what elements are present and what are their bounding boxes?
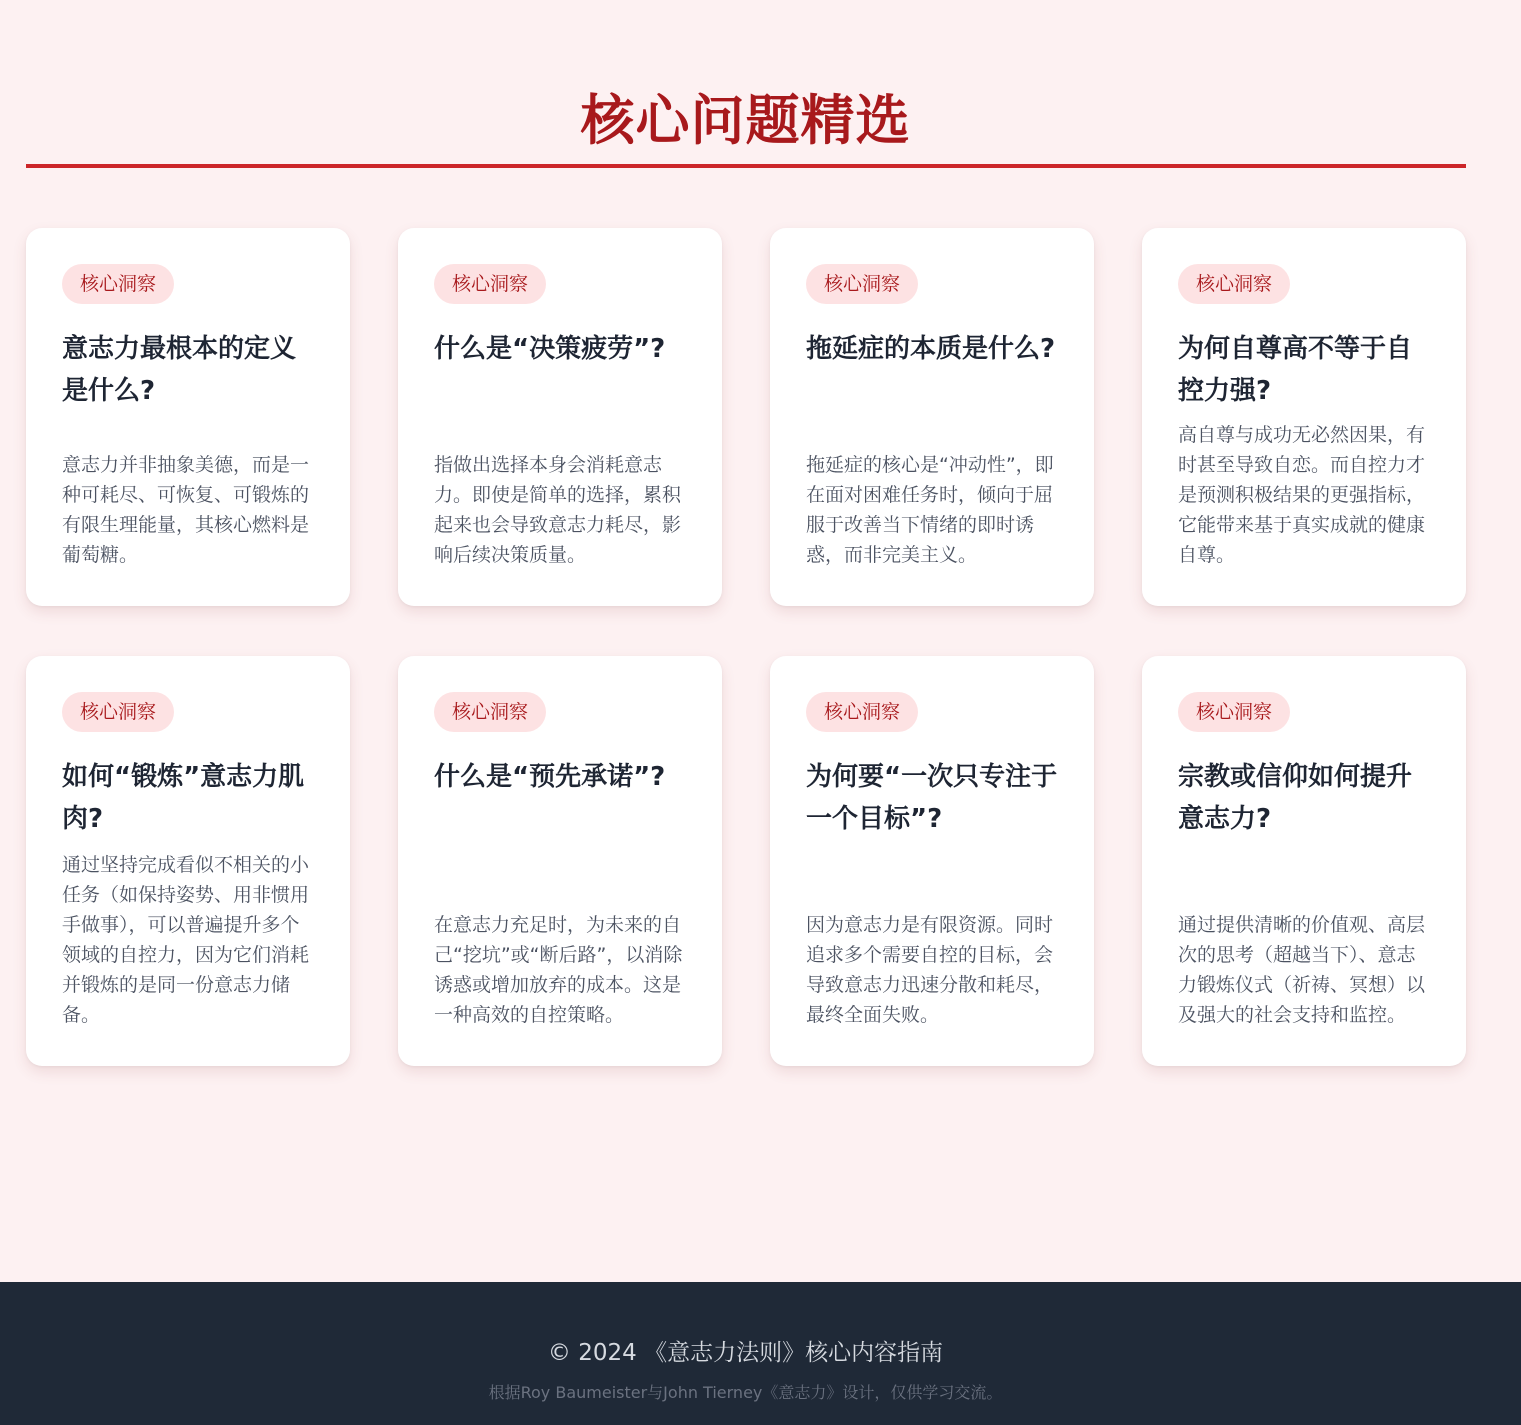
question-card xyxy=(1142,656,1466,1066)
insight-badge: 核心洞察 xyxy=(806,264,918,304)
insight-badge: 核心洞察 xyxy=(62,692,174,732)
insight-badge: 核心洞察 xyxy=(806,692,918,732)
insight-badge: 核心洞察 xyxy=(62,264,174,304)
card-title: 意志力最根本的定义是什么? xyxy=(62,334,297,406)
page-title: 核心问题精选 xyxy=(580,89,911,152)
footer-copyright: © 2024 《意志力法则》核心内容指南 xyxy=(547,1340,944,1366)
insight-badge: 核心洞察 xyxy=(1178,692,1290,732)
question-card xyxy=(398,228,722,606)
card-body: 高自尊与成功无必然因果，有时甚至导致自恋。而自控力才是预测积极结果的更强指标，它能带来基于真实成就的健康自尊。 xyxy=(1178,424,1426,566)
card-grid xyxy=(26,228,1466,1066)
title-divider xyxy=(26,164,1466,168)
question-card xyxy=(26,656,350,1066)
card-body: 拖延症的核心是“冲动性”，即在面对困难任务时，倾向于屈服于改善当下情绪的即时诱惑，而非完美主义。 xyxy=(806,454,1054,566)
card-body: 指做出选择本身会消耗意志力。即使是简单的选择，累积起来也会导致意志力耗尽，影响后续决策质量。 xyxy=(434,454,682,566)
card-title: 拖延症的本质是什么? xyxy=(806,334,1056,364)
question-card xyxy=(26,228,350,606)
card-title: 什么是“预先承诺”? xyxy=(434,762,666,792)
question-card xyxy=(770,228,1094,606)
card-title: 为何要“一次只专注于一个目标”? xyxy=(806,762,1058,834)
card-title: 什么是“决策疲劳”? xyxy=(434,334,666,364)
insight-badge: 核心洞察 xyxy=(434,264,546,304)
card-body: 意志力并非抽象美德，而是一种可耗尽、可恢复、可锻炼的有限生理能量，其核心燃料是葡萄糖。 xyxy=(62,454,310,566)
footer-note: 根据Roy Baumeister与John Tierney《意志力》设计，仅供学习交流。 xyxy=(488,1383,1003,1402)
page-footer xyxy=(0,1282,1521,1425)
card-title: 为何自尊高不等于自控力强? xyxy=(1178,334,1413,406)
card-body: 通过提供清晰的价值观、高层次的思考（超越当下）、意志力锻炼仪式（祈祷、冥想）以及强大的社会支持和监控。 xyxy=(1178,914,1426,1026)
card-body: 因为意志力是有限资源。同时追求多个需要自控的目标，会导致意志力迅速分散和耗尽，最终全面失败。 xyxy=(806,914,1054,1026)
question-card xyxy=(1142,228,1466,606)
card-body: 在意志力充足时，为未来的自己“挖坑”或“断后路”，以消除诱惑或增加放弃的成本。这是一种高效的自控策略。 xyxy=(434,914,683,1026)
card-body: 通过坚持完成看似不相关的小任务（如保持姿势、用非惯用手做事），可以普遍提升多个领域的自控力，因为它们消耗并锻炼的是同一份意志力储备。 xyxy=(62,854,310,1026)
question-card xyxy=(770,656,1094,1066)
insight-badge: 核心洞察 xyxy=(1178,264,1290,304)
card-title: 宗教或信仰如何提升意志力? xyxy=(1178,762,1413,834)
card-title: 如何“锻炼”意志力肌肉? xyxy=(62,762,305,834)
question-card xyxy=(398,656,722,1066)
insight-badge: 核心洞察 xyxy=(434,692,546,732)
